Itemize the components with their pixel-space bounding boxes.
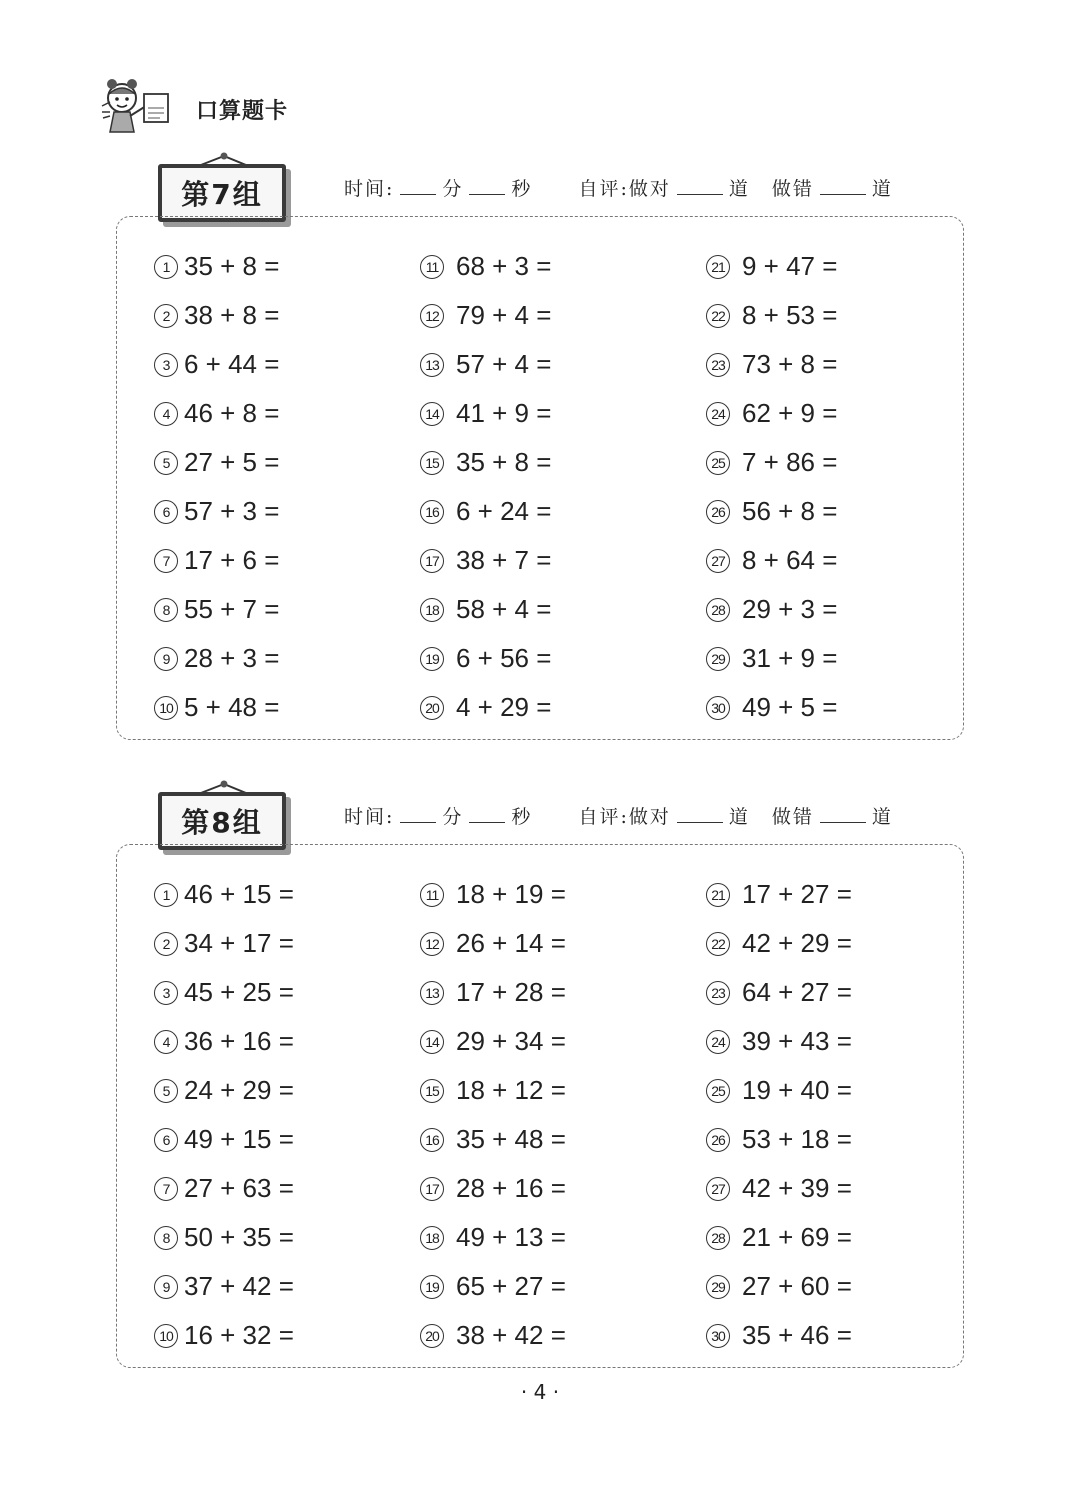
problem-column <box>154 242 279 732</box>
problem-expression: 34 + 17 = <box>184 928 294 958</box>
problem-item <box>420 919 566 968</box>
problem-number: 18 <box>420 1226 444 1250</box>
problem-item <box>154 1213 294 1262</box>
problem-number: 20 <box>420 696 444 720</box>
problem-expression: 9 + 47 = <box>742 251 838 281</box>
problem-item <box>706 242 837 291</box>
problem-expression: 58 + 4 = <box>456 594 552 624</box>
brand-title: 口算题卡 <box>196 99 289 124</box>
problem-column <box>154 870 294 1360</box>
problem-expression: 19 + 40 = <box>742 1075 852 1105</box>
problem-number: 30 <box>706 1324 730 1348</box>
problem-expression: 73 + 8 = <box>742 349 838 379</box>
problem-expression: 57 + 4 = <box>456 349 552 379</box>
dao-label: 道 <box>728 178 750 200</box>
problem-expression: 49 + 13 = <box>456 1222 566 1252</box>
problem-expression: 49 + 5 = <box>742 692 838 722</box>
problem-column <box>706 242 837 732</box>
problem-expression: 17 + 27 = <box>742 879 852 909</box>
problem-expression: 35 + 48 = <box>456 1124 566 1154</box>
problem-number: 5 <box>154 451 178 475</box>
problem-item <box>420 1311 566 1360</box>
problem-number: 7 <box>154 1177 178 1201</box>
problem-item <box>706 291 837 340</box>
problem-item <box>706 1311 852 1360</box>
problem-number: 25 <box>706 1079 730 1103</box>
problem-item <box>420 242 551 291</box>
problem-number: 26 <box>706 500 730 524</box>
problem-item <box>706 968 852 1017</box>
problem-item <box>154 438 279 487</box>
problem-number: 1 <box>154 883 178 907</box>
problem-number: 17 <box>420 1177 444 1201</box>
page-header <box>100 76 500 140</box>
problem-item <box>420 1213 566 1262</box>
problem-expression: 42 + 29 = <box>742 928 852 958</box>
problem-number: 10 <box>154 1324 178 1348</box>
problem-expression: 6 + 44 = <box>184 349 280 379</box>
problem-expression: 7 + 86 = <box>742 447 838 477</box>
problem-number: 6 <box>154 500 178 524</box>
problem-item <box>154 634 279 683</box>
problem-expression: 38 + 42 = <box>456 1320 566 1350</box>
wrong-label: 做错 <box>771 806 814 828</box>
problem-number: 14 <box>420 402 444 426</box>
problem-number: 12 <box>420 932 444 956</box>
wrong-blank[interactable] <box>820 806 866 823</box>
minutes-label: 分 <box>442 806 464 828</box>
dao-label: 道 <box>871 178 893 200</box>
problem-expression: 31 + 9 = <box>742 643 838 673</box>
problem-number: 11 <box>420 255 444 279</box>
problem-expression: 50 + 35 = <box>184 1222 294 1252</box>
problem-expression: 16 + 32 = <box>184 1320 294 1350</box>
problem-item <box>420 291 551 340</box>
problem-item <box>420 340 551 389</box>
problem-item <box>154 1311 294 1360</box>
problem-item <box>154 242 279 291</box>
problem-number: 11 <box>420 883 444 907</box>
problem-expression: 4 + 29 = <box>456 692 552 722</box>
problem-expression: 35 + 46 = <box>742 1320 852 1350</box>
problem-expression: 27 + 5 = <box>184 447 280 477</box>
group-sign <box>158 780 294 854</box>
problem-number: 2 <box>154 304 178 328</box>
score-line <box>344 802 893 829</box>
problem-number: 17 <box>420 549 444 573</box>
problem-number: 24 <box>706 1030 730 1054</box>
problem-item <box>420 536 551 585</box>
problem-expression: 62 + 9 = <box>742 398 838 428</box>
problem-item <box>154 968 294 1017</box>
problem-item <box>420 585 551 634</box>
problem-number: 12 <box>420 304 444 328</box>
problem-number: 4 <box>154 402 178 426</box>
problem-number: 23 <box>706 981 730 1005</box>
problem-item <box>706 585 837 634</box>
problem-number: 2 <box>154 932 178 956</box>
problem-item <box>154 683 279 732</box>
problem-expression: 38 + 8 = <box>184 300 280 330</box>
problem-expression: 28 + 16 = <box>456 1173 566 1203</box>
problem-item <box>706 634 837 683</box>
problem-number: 13 <box>420 353 444 377</box>
seconds-label: 秒 <box>511 178 533 200</box>
problem-number: 16 <box>420 500 444 524</box>
problem-item <box>154 1115 294 1164</box>
problem-number: 29 <box>706 647 730 671</box>
eval-label: 自评:做对 <box>578 806 671 828</box>
problem-number: 15 <box>420 1079 444 1103</box>
minutes-label: 分 <box>442 178 464 200</box>
problem-number: 30 <box>706 696 730 720</box>
problem-expression: 49 + 15 = <box>184 1124 294 1154</box>
problem-expression: 21 + 69 = <box>742 1222 852 1252</box>
problem-expression: 8 + 64 = <box>742 545 838 575</box>
problem-expression: 27 + 60 = <box>742 1271 852 1301</box>
wrong-blank[interactable] <box>820 178 866 195</box>
problem-number: 8 <box>154 598 178 622</box>
problem-item <box>420 870 566 919</box>
problem-item <box>420 1262 566 1311</box>
problem-expression: 37 + 42 = <box>184 1271 294 1301</box>
problem-number: 20 <box>420 1324 444 1348</box>
problem-number: 5 <box>154 1079 178 1103</box>
problem-number: 29 <box>706 1275 730 1299</box>
problem-item <box>154 1262 294 1311</box>
dao-label: 道 <box>728 806 750 828</box>
problem-item <box>154 487 279 536</box>
problem-expression: 46 + 8 = <box>184 398 280 428</box>
problem-expression: 29 + 34 = <box>456 1026 566 1056</box>
problem-number: 14 <box>420 1030 444 1054</box>
problem-expression: 38 + 7 = <box>456 545 552 575</box>
problem-item <box>706 870 852 919</box>
problem-item <box>154 585 279 634</box>
problem-number: 25 <box>706 451 730 475</box>
problem-expression: 8 + 53 = <box>742 300 838 330</box>
problem-number: 13 <box>420 981 444 1005</box>
problem-expression: 6 + 24 = <box>456 496 552 526</box>
problem-expression: 18 + 19 = <box>456 879 566 909</box>
problem-number: 4 <box>154 1030 178 1054</box>
group-title: 第8组 <box>158 792 286 850</box>
problem-item <box>154 1164 294 1213</box>
correct-blank[interactable] <box>677 806 723 823</box>
problem-expression: 17 + 6 = <box>184 545 280 575</box>
problem-item <box>154 389 279 438</box>
problem-item <box>154 340 279 389</box>
problem-number: 19 <box>420 647 444 671</box>
problem-expression: 27 + 63 = <box>184 1173 294 1203</box>
problem-number: 9 <box>154 647 178 671</box>
problem-number: 8 <box>154 1226 178 1250</box>
problem-item <box>154 870 294 919</box>
problem-expression: 64 + 27 = <box>742 977 852 1007</box>
problem-expression: 35 + 8 = <box>184 251 280 281</box>
girl-mascot-icon <box>100 76 178 140</box>
problem-expression: 42 + 39 = <box>742 1173 852 1203</box>
problem-item <box>154 919 294 968</box>
seconds-blank[interactable] <box>469 178 505 195</box>
problem-expression: 68 + 3 = <box>456 251 552 281</box>
time-label: 时间: <box>344 178 395 200</box>
problem-item <box>154 536 279 585</box>
problem-number: 22 <box>706 932 730 956</box>
problem-expression: 26 + 14 = <box>456 928 566 958</box>
problem-number: 21 <box>706 255 730 279</box>
problem-number: 15 <box>420 451 444 475</box>
problem-item <box>420 438 551 487</box>
problem-item <box>706 1066 852 1115</box>
problem-expression: 28 + 3 = <box>184 643 280 673</box>
problem-number: 1 <box>154 255 178 279</box>
problem-item <box>706 389 837 438</box>
minutes-blank[interactable] <box>400 806 436 823</box>
problem-number: 6 <box>154 1128 178 1152</box>
problem-expression: 53 + 18 = <box>742 1124 852 1154</box>
group-sign <box>158 152 294 226</box>
time-label: 时间: <box>344 806 395 828</box>
minutes-blank[interactable] <box>400 178 436 195</box>
problem-item <box>154 1017 294 1066</box>
problem-column <box>420 870 566 1360</box>
problem-expression: 6 + 56 = <box>456 643 552 673</box>
problem-item <box>420 1164 566 1213</box>
problem-item <box>420 1066 566 1115</box>
problem-number: 22 <box>706 304 730 328</box>
problem-number: 19 <box>420 1275 444 1299</box>
problem-item <box>706 1017 852 1066</box>
problem-item <box>706 438 837 487</box>
seconds-blank[interactable] <box>469 806 505 823</box>
eval-label: 自评:做对 <box>578 178 671 200</box>
problem-number: 28 <box>706 1226 730 1250</box>
problem-expression: 65 + 27 = <box>456 1271 566 1301</box>
correct-blank[interactable] <box>677 178 723 195</box>
problem-item <box>706 919 852 968</box>
problem-expression: 79 + 4 = <box>456 300 552 330</box>
problem-expression: 56 + 8 = <box>742 496 838 526</box>
problem-number: 9 <box>154 1275 178 1299</box>
problem-item <box>420 1115 566 1164</box>
dao-label: 道 <box>871 806 893 828</box>
problem-column <box>706 870 852 1360</box>
problem-item <box>706 340 837 389</box>
problem-column <box>420 242 551 732</box>
problem-item <box>420 634 551 683</box>
problem-number: 10 <box>154 696 178 720</box>
problem-item <box>420 968 566 1017</box>
problem-expression: 5 + 48 = <box>184 692 280 722</box>
problem-expression: 17 + 28 = <box>456 977 566 1007</box>
score-line <box>344 174 893 201</box>
problem-number: 27 <box>706 1177 730 1201</box>
problem-number: 27 <box>706 549 730 573</box>
group-title: 第7组 <box>158 164 286 222</box>
page-number: · 4 · <box>520 1380 560 1404</box>
problem-number: 24 <box>706 402 730 426</box>
problem-expression: 24 + 29 = <box>184 1075 294 1105</box>
problem-item <box>706 1164 852 1213</box>
problem-expression: 29 + 3 = <box>742 594 838 624</box>
problem-item <box>706 536 837 585</box>
problem-expression: 18 + 12 = <box>456 1075 566 1105</box>
problem-number: 21 <box>706 883 730 907</box>
problem-number: 16 <box>420 1128 444 1152</box>
wrong-label: 做错 <box>771 178 814 200</box>
problem-expression: 46 + 15 = <box>184 879 294 909</box>
problem-number: 26 <box>706 1128 730 1152</box>
problem-item <box>420 1017 566 1066</box>
problem-expression: 41 + 9 = <box>456 398 552 428</box>
problem-expression: 45 + 25 = <box>184 977 294 1007</box>
problem-number: 18 <box>420 598 444 622</box>
problem-expression: 55 + 7 = <box>184 594 280 624</box>
problem-item <box>154 291 279 340</box>
problem-expression: 39 + 43 = <box>742 1026 852 1056</box>
problem-item <box>420 487 551 536</box>
problem-number: 3 <box>154 981 178 1005</box>
problem-item <box>706 683 837 732</box>
problem-item <box>420 683 551 732</box>
problem-item <box>154 1066 294 1115</box>
seconds-label: 秒 <box>511 806 533 828</box>
problem-expression: 36 + 16 = <box>184 1026 294 1056</box>
problem-item <box>420 389 551 438</box>
problem-expression: 35 + 8 = <box>456 447 552 477</box>
problem-number: 28 <box>706 598 730 622</box>
problem-expression: 57 + 3 = <box>184 496 280 526</box>
problem-number: 3 <box>154 353 178 377</box>
problem-number: 7 <box>154 549 178 573</box>
problem-item <box>706 1213 852 1262</box>
problem-number: 23 <box>706 353 730 377</box>
problem-item <box>706 1115 852 1164</box>
problem-item <box>706 1262 852 1311</box>
problem-item <box>706 487 837 536</box>
